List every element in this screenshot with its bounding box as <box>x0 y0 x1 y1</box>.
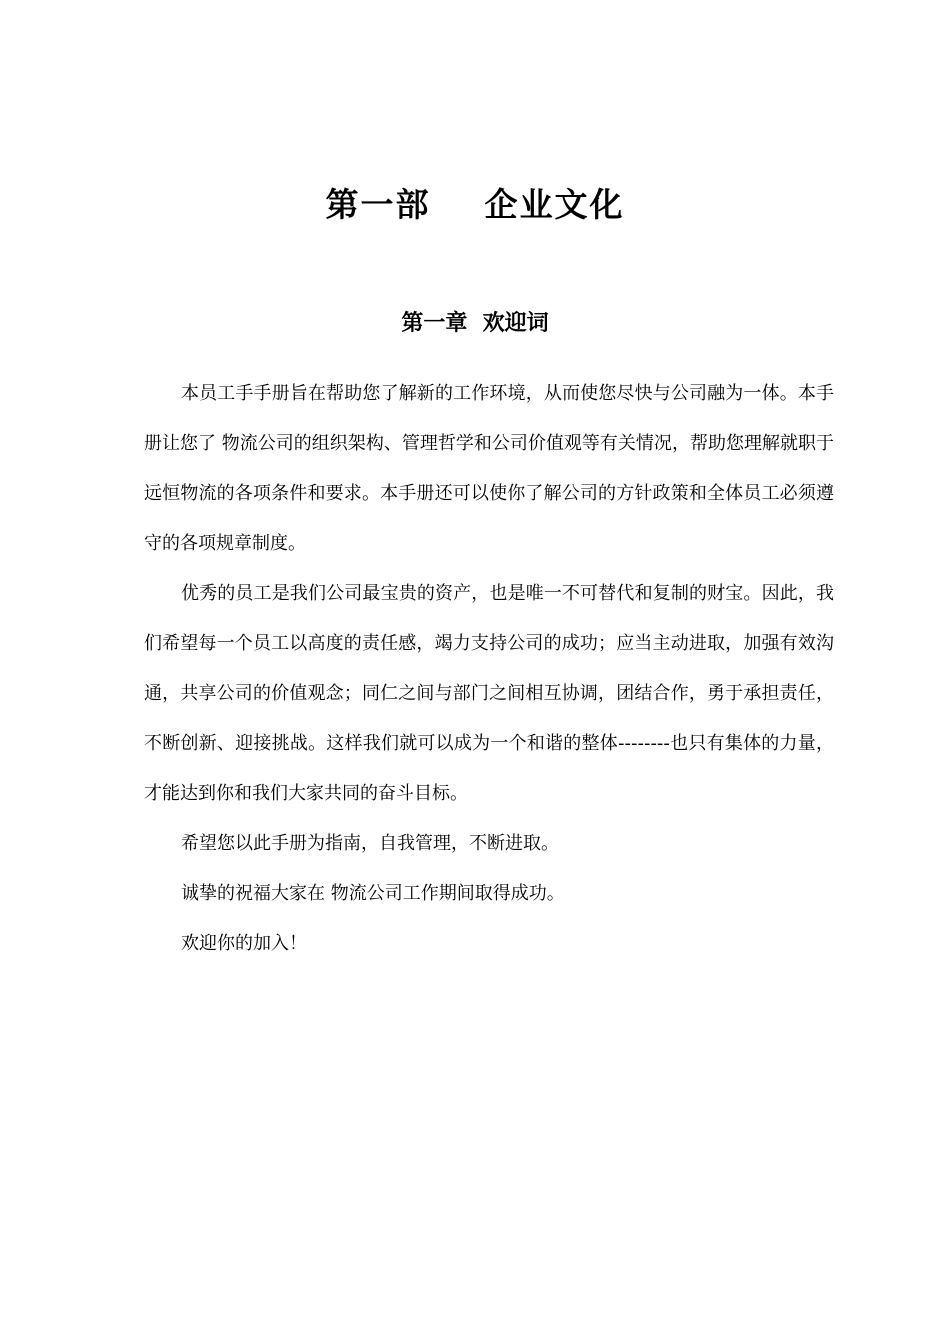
part-title: 第一部 企业文化 <box>325 185 625 224</box>
chapter-body <box>144 369 834 969</box>
paragraph-intro: 本员工手手册旨在帮助您了解新的工作环境，从而使您尽快与公司融为一体。本手册让您了 物流公司的组织架构、管理哲学和公司价值观等有关情况，帮助您理解就职于远恒物流的各项条件和要求。本手册还可以使你了解公司的方针政策和全体员工必须遵守的各项规章制度。 <box>144 383 834 554</box>
paragraph-wishes: 诚挚的祝福大家在 物流公司工作期间取得成功。 <box>181 883 565 904</box>
paragraph-guide: 希望您以此手册为指南，自我管理，不断进取。 <box>181 833 559 854</box>
chapter-title: 第一章 欢迎词 <box>401 311 549 336</box>
paragraph-employees: 优秀的员工是我们公司最宝贵的资产，也是唯一不可替代和复制的财宝。因此，我们希望每一个员工以高度的责任感，竭力支持公司的成功；应当主动进取，加强有效沟通，共享公司的价值观念；同仁之间与部门之间相互协调，团结合作，勇于承担责任，不断创新、迎接挑战。这样我们就可以成为一个和谐的整体--------也只有集体的力量，才能达到你和我们大家共同的奋斗目标。 <box>144 583 834 804</box>
paragraph-welcome: 欢迎你的加入！ <box>181 933 307 954</box>
